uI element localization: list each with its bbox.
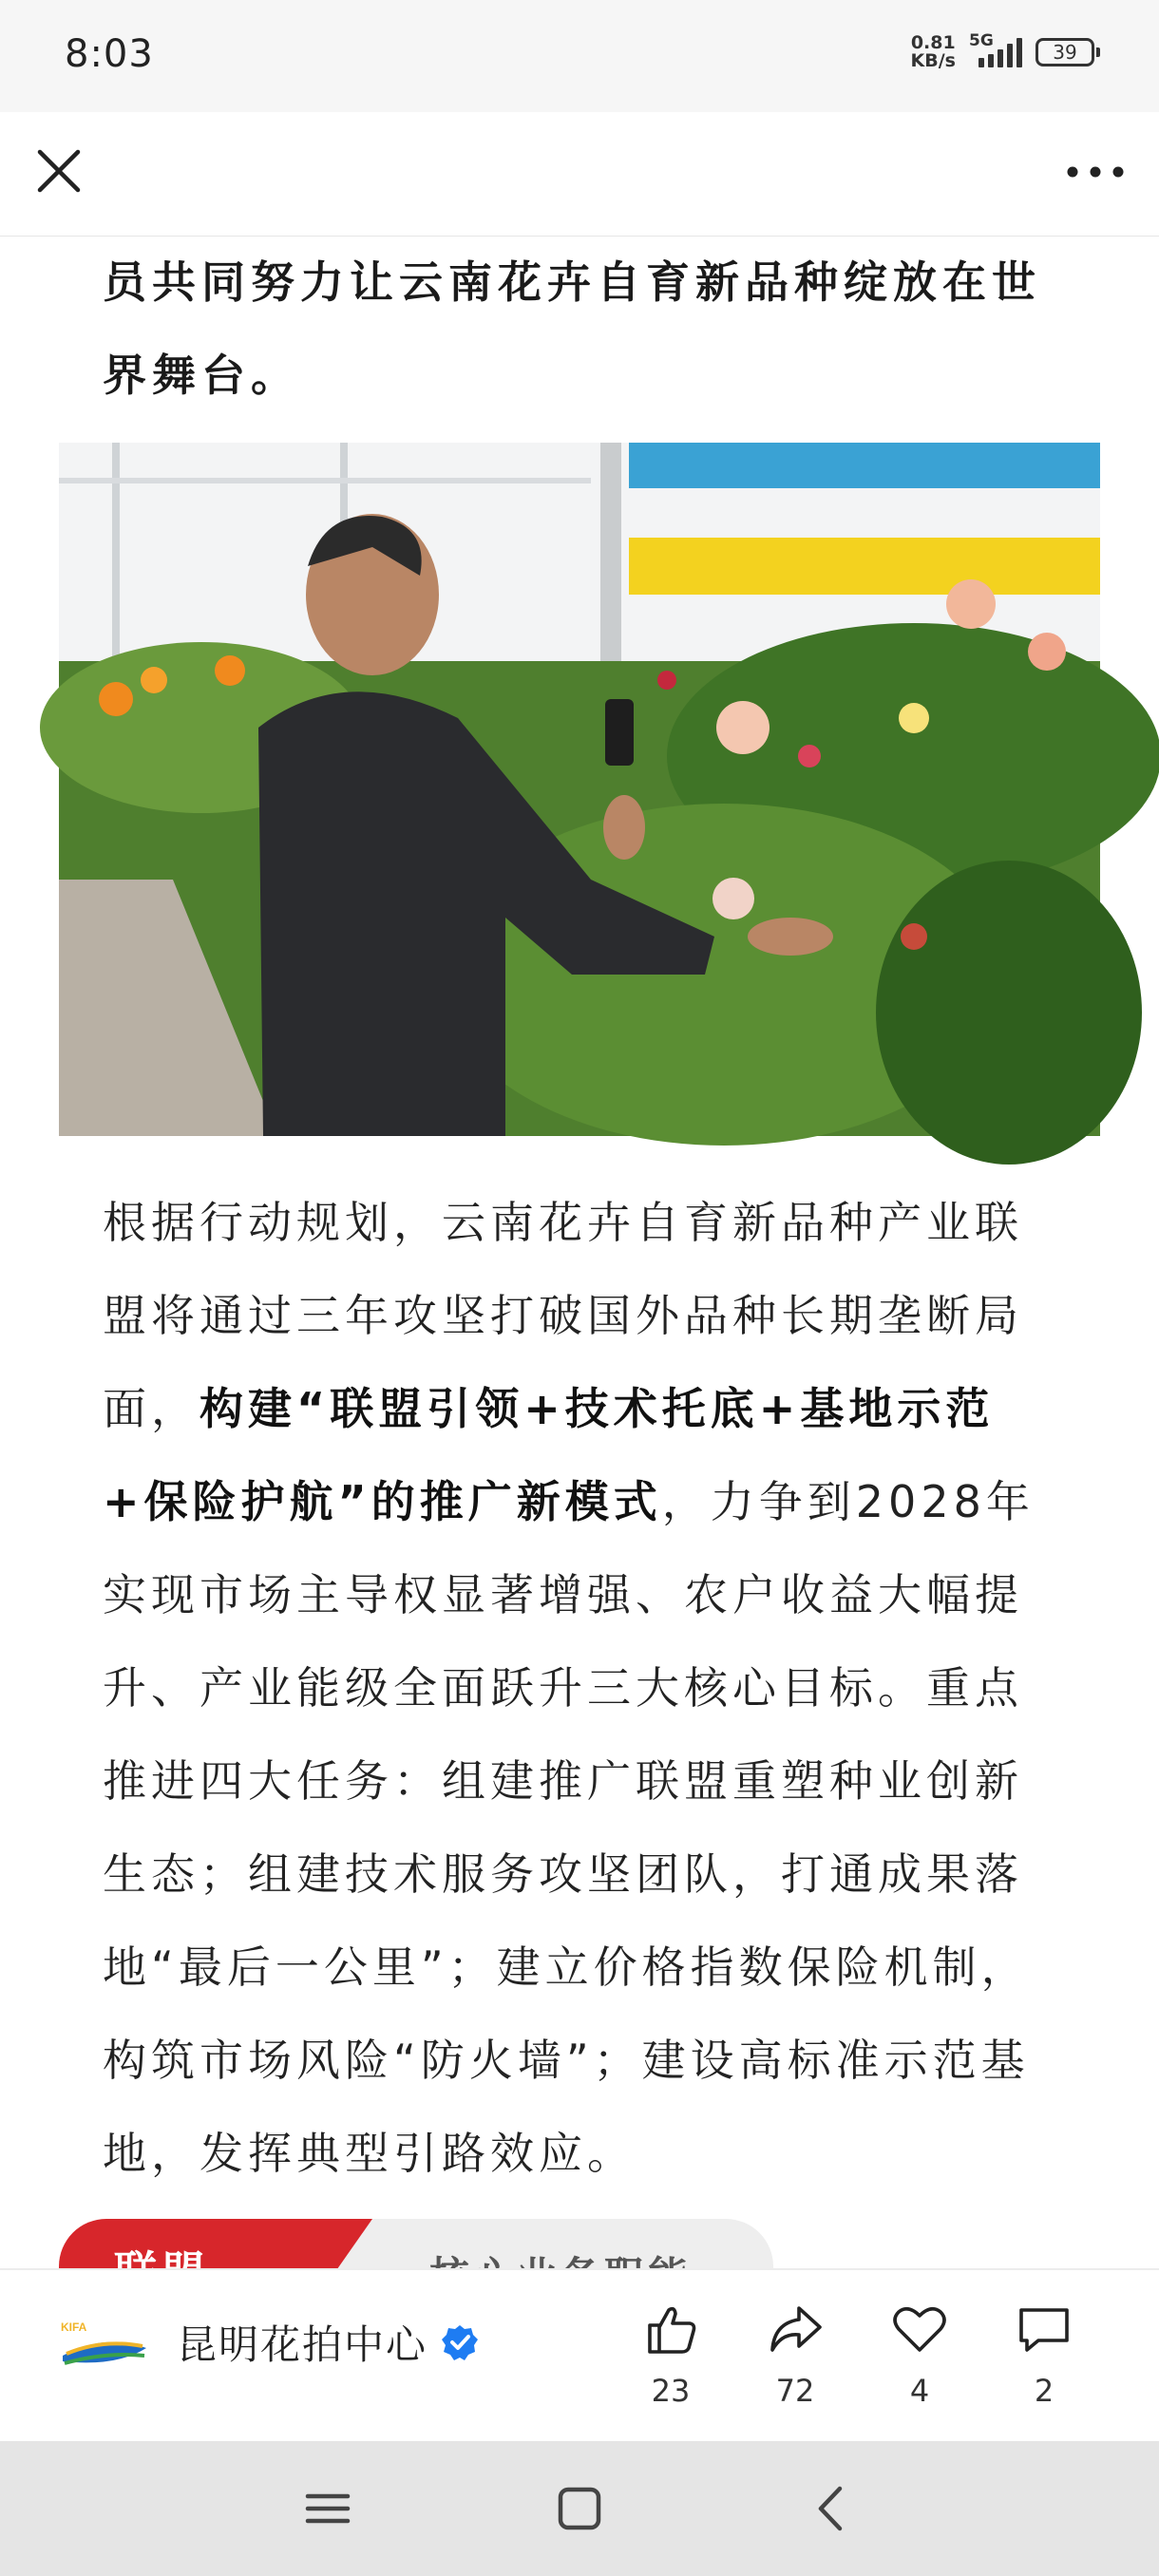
share-button[interactable]: 72 bbox=[748, 2299, 843, 2409]
home-nav-button[interactable] bbox=[546, 2475, 613, 2542]
article-photo[interactable] bbox=[59, 443, 1100, 1136]
lead-paragraph: 员共同努力让云南花卉自育新品种绽放在世界舞台。 bbox=[103, 256, 1041, 401]
menu-nav-button[interactable] bbox=[294, 2475, 361, 2542]
app-header bbox=[0, 112, 1159, 237]
battery-icon: 39 bbox=[1036, 38, 1094, 66]
article-content bbox=[0, 236, 1159, 2268]
signal-icon: 5G bbox=[969, 37, 1022, 67]
home-square-icon bbox=[546, 2475, 613, 2542]
heart-icon bbox=[889, 2299, 950, 2359]
main-paragraph: 根据行动规划，云南花卉自育新品种产业联盟将通过三年攻坚打破国外品种长期垄断局面，构建“联盟引领+技术托底+基地示范+保险护航”的推广新模式，力争到2028年实现市场主导权显著增强、农户收益大幅提升、产业能级全面跃升三大核心目标。重点推进四大任务：组建推广联盟重塑种业创新生态；组建技术服务攻坚团队，打通成果落地“最后一公里”；建立价格指数保险机制，构筑市场风险“防火墙”；建设高标准示范基地，发挥典型引路效应。 bbox=[103, 1197, 1035, 2179]
back-nav-button[interactable] bbox=[798, 2475, 864, 2542]
status-bar bbox=[0, 0, 1159, 112]
comment-icon bbox=[1014, 2299, 1074, 2359]
system-nav-bar bbox=[0, 2441, 1159, 2576]
author-logo-icon bbox=[59, 2314, 150, 2371]
network-speed: 0.81 KB/s bbox=[910, 32, 956, 71]
back-chevron-icon bbox=[798, 2475, 864, 2542]
verified-badge-icon bbox=[441, 2323, 479, 2361]
status-icons bbox=[910, 31, 1094, 71]
more-button[interactable] bbox=[1060, 141, 1130, 201]
close-icon bbox=[28, 141, 89, 201]
share-icon bbox=[765, 2299, 826, 2359]
close-button[interactable] bbox=[28, 141, 89, 201]
bold-highlight: 构建“联盟引领+技术托底+基地示范+保险护航”的推广新模式 bbox=[103, 1383, 995, 1527]
status-time: 8:03 bbox=[65, 32, 154, 76]
bottom-action-bar bbox=[0, 2268, 1159, 2443]
svg-text:KIFA: KIFA bbox=[61, 2320, 87, 2334]
menu-icon bbox=[294, 2475, 361, 2542]
like-button[interactable]: 23 bbox=[623, 2299, 718, 2409]
author-name[interactable]: 昆明花拍中心 bbox=[177, 2321, 428, 2368]
more-icon bbox=[1060, 141, 1130, 201]
favorite-button[interactable]: 4 bbox=[872, 2299, 967, 2409]
greenhouse-rose-photo bbox=[59, 443, 1100, 1136]
thumbs-up-icon bbox=[640, 2299, 701, 2359]
comment-button[interactable]: 2 bbox=[997, 2299, 1092, 2409]
author-info[interactable] bbox=[59, 2314, 479, 2371]
